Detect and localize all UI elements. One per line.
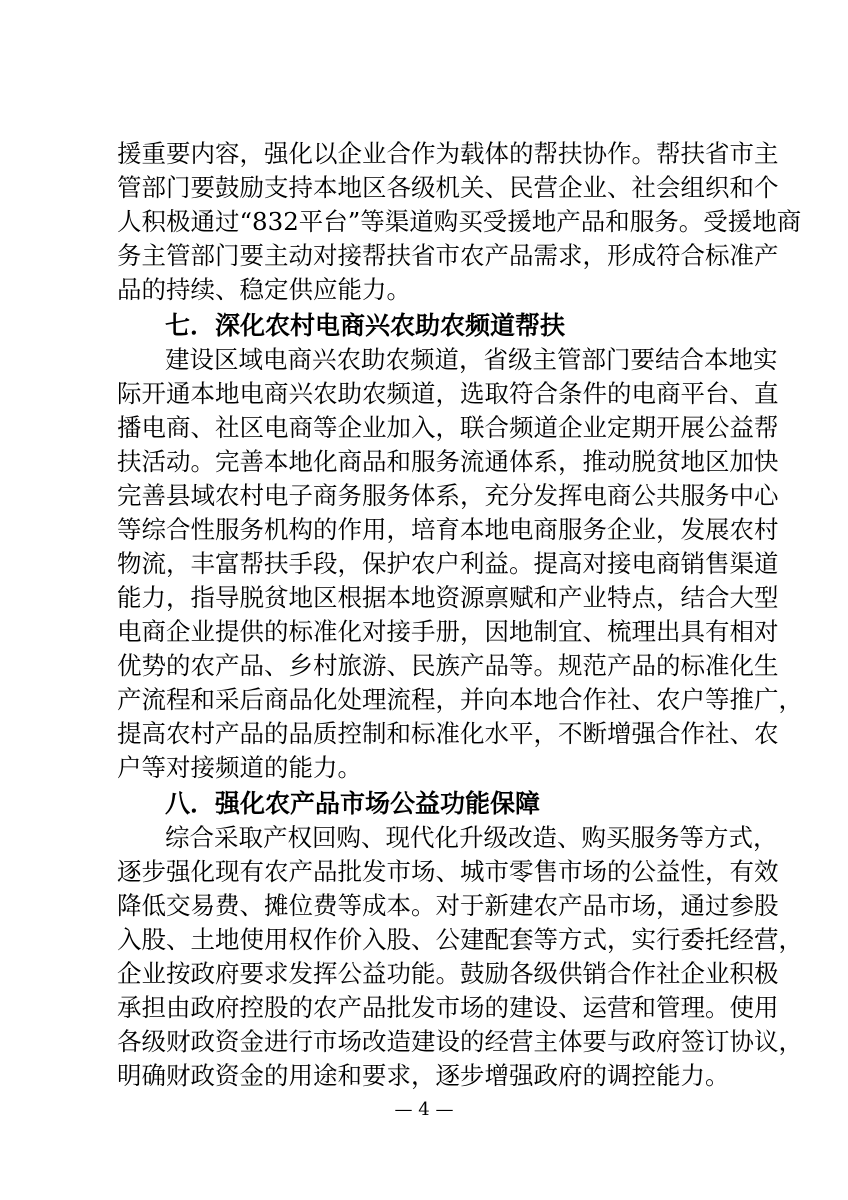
paragraph-line: 播电商、社区电商等企业加入，联合频道企业定期开展公益帮	[117, 413, 779, 442]
paragraph-line: 等综合性服务机构的作用，培育本地电商服务企业，发展农村	[117, 515, 779, 544]
paragraph-line: 援重要内容，强化以企业合作为载体的帮扶协作。帮扶省市主	[117, 139, 779, 168]
paragraph-line: 优势的农产品、乡村旅游、民族产品等。规范产品的标准化生	[117, 651, 779, 680]
paragraph-line: 降低交易费、摊位费等成本。对于新建农产品市场，通过参股	[117, 891, 779, 920]
paragraph-line: 物流，丰富帮扶手段，保护农户利益。提高对接电商销售渠道	[117, 549, 779, 578]
paragraph-line: 户等对接频道的能力。	[117, 753, 362, 782]
paragraph-line: 提高农村产品的品质控制和标准化水平，不断增强合作社、农	[117, 719, 779, 748]
paragraph-line: 完善县域农村电子商务服务体系，充分发挥电商公共服务中心	[117, 481, 779, 510]
paragraph-line: 入股、土地使用权作价入股、公建配套等方式，实行委托经营，	[117, 925, 803, 954]
paragraph-line: 务主管部门要主动对接帮扶省市农产品需求，形成符合标准产	[117, 241, 779, 270]
section-heading-7: 七．深化农村电商兴农助农频道帮扶	[165, 311, 566, 340]
paragraph-line: 逐步强化现有农产品批发市场、城市零售市场的公益性，有效	[117, 857, 779, 886]
paragraph-line: 企业按政府要求发挥公益功能。鼓励各级供销合作社企业积极	[117, 959, 779, 988]
paragraph-line: 能力，指导脱贫地区根据本地资源禀赋和产业特点，结合大型	[117, 583, 779, 612]
paragraph-line: 电商企业提供的标准化对接手册，因地制宜、梳理出具有相对	[117, 617, 779, 646]
paragraph-line: 承担由政府控股的农产品批发市场的建设、运营和管理。使用	[117, 993, 779, 1022]
paragraph-line: 际开通本地电商兴农助农频道，选取符合条件的电商平台、直	[117, 379, 779, 408]
paragraph-line: 品的持续、稳定供应能力。	[117, 275, 411, 304]
paragraph-line: 综合采取产权回购、现代化升级改造、购买服务等方式，	[165, 823, 778, 852]
paragraph-line: 管部门要鼓励支持本地区各级机关、民营企业、社会组织和个	[117, 173, 779, 202]
page-number: — 4 —	[394, 1099, 454, 1120]
paragraph-line: 明确财政资金的用途和要求，逐步增强政府的调控能力。	[117, 1061, 730, 1090]
paragraph-line: 人积极通过“832平台”等渠道购买受援地产品和服务。受援地商	[117, 207, 802, 236]
paragraph-line: 建设区域电商兴农助农频道，省级主管部门要结合本地实	[165, 345, 778, 374]
section-heading-8: 八．强化农产品市场公益功能保障	[165, 789, 541, 818]
paragraph-line: 扶活动。完善本地化商品和服务流通体系，推动脱贫地区加快	[117, 447, 779, 476]
paragraph-line: 各级财政资金进行市场改造建设的经营主体要与政府签订协议，	[117, 1027, 803, 1056]
paragraph-line: 产流程和采后商品化处理流程，并向本地合作社、农户等推广，	[117, 685, 803, 714]
